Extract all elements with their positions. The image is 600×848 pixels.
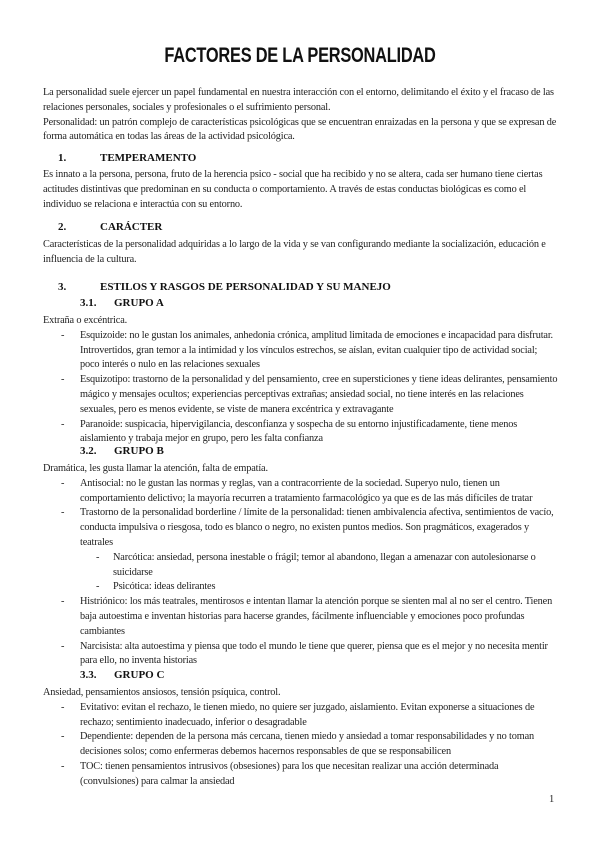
list-item: - Narcisista: alta autoestima y piensa que todo el mundo le tiene que querer, piensa que es el mejor y no necesita mentir para ello, no inventa historias [43, 640, 559, 670]
heading-number: 1. [58, 152, 67, 164]
heading-text: GRUPO A [114, 297, 164, 309]
group-intro: Ansiedad, pensamientos ansiosos, tensión psíquica, control. [43, 687, 281, 698]
list-item: - Antisocial: no le gustan las normas y reglas, van a contracorriente de la sociedad. Superyo nulo, tienen un comportamiento delictivo; la mayoría recurren a tratamiento farmacológico ya que es de las más difíciles de tratar [43, 477, 559, 507]
list-item: - Paranoide: suspicacia, hipervigilancia, desconfianza y sospecha de su entorno injustificadamente, tiene menos aislamiento y trabaja mejor en grupo, pero les falta confianza [43, 418, 559, 448]
heading-number: 3. [58, 281, 67, 293]
intro [43, 86, 559, 145]
nested-list-item: - Narcótica: ansiedad, persona inestable o frágil; temor al abandono, llegan a amenazar con autolesionarse o suicidarse [80, 551, 559, 581]
temperamento-body: Es innato a la persona, persona, fruto de la herencia psico - social que ha recibido y no se altera, cada ser humano tiene ciertas actitudes distintivas que predominan en su conducta o comportamiento. A través de estas conductas biológicas es como el individuo se relaciona e interactúa con su entorno. [43, 169, 543, 210]
heading-estilos [58, 281, 391, 293]
grupo-a-list [43, 329, 559, 447]
heading-temperamento [58, 152, 196, 164]
intro-paragraph: Personalidad: un patrón complejo de características psicológicas que se encuentran enraizadas en la persona y que se expresan de forma automática en todas las áreas de la actividad psicológica. [43, 116, 557, 143]
nested-list-item: - Psicótica: ideas delirantes [80, 580, 559, 595]
grupo-b-list [43, 477, 559, 669]
grupo-c-content [43, 686, 559, 790]
list-item: - Dependiente: dependen de la persona más cercana, tienen miedo y ansiedad a tomar responsabilidades y no toman decisiones solos; como enfermeras debemos hacernos responsables de que se responsabilicen [43, 730, 559, 760]
list-item-text: Trastorno de la personalidad borderline / límite de la personalidad: tienen ambivalencia afectiva, sentimientos de vacío, conducta impulsiva o riesgosa, todo es blanco o negro, no existen puntos medios. Son pragmáticos, exagerados y teatrales [80, 507, 554, 548]
heading-text: GRUPO C [114, 669, 165, 681]
list-item: - Esquizotipo: trastorno de la personalidad y del pensamiento, cree en supersticiones y tiene ideas delirantes, pensamiento mágico y mensajes ocultos; experiencias perceptivas extrañas; ansiedad social, no tiene interés en las relaciones sexuales, pero es menos evidente, se viste de manera excéntrica y extravagante [43, 373, 559, 417]
heading-grupo-c [80, 669, 164, 681]
list-item [43, 506, 559, 595]
intro-paragraph: La personalidad suele ejercer un papel fundamental en nuestra interacción con el entorno, delimitando el éxito y el fracaso de las relaciones personales, sociales y profesionales o el sufrimiento personal. [43, 87, 554, 113]
grupo-b-content [43, 462, 559, 669]
group-intro: Dramática, les gusta llamar la atención, falta de empatía. [43, 463, 268, 474]
heading-number: 3.2. [80, 445, 97, 457]
heading-text: ESTILOS Y RASGOS DE PERSONALIDAD Y SU MANEJO [100, 281, 391, 293]
list-item: - Evitativo: evitan el rechazo, le tienen miedo, no quiere ser juzgado, aislamiento. Evitan exponerse a situaciones de rechazo; sentimiento inadecuado, inferior o desagradable [43, 701, 559, 731]
heading-grupo-a [80, 297, 164, 309]
heading-number: 3.3. [80, 669, 97, 681]
page-title: FACTORES DE LA PERSONALIDAD [164, 44, 436, 67]
grupo-c-list [43, 701, 559, 790]
heading-text: CARÁCTER [100, 221, 163, 233]
list-item: - Esquizoide: no le gustan los animales, anhedonia crónica, amplitud limitada de emociones e incapacidad para disfrutar. Introvertidos, gran temor a la intimidad y los vínculos estrechos, se aíslan, evitan cualquier tipo de actividad social; poco interés o nulo en las relaciones sexuales [43, 329, 559, 373]
heading-number: 3.1. [80, 297, 97, 309]
nested-list [80, 551, 559, 595]
grupo-a-content [43, 314, 559, 447]
heading-grupo-b [80, 445, 164, 457]
list-item: - TOC: tienen pensamientos intrusivos (obsesiones) para los que necesitan realizar una acción determinada (convulsiones) para calmar la ansiedad [43, 760, 559, 790]
heading-caracter [58, 221, 162, 233]
page-number: 1 [549, 794, 555, 805]
heading-text: TEMPERAMENTO [100, 152, 197, 164]
group-intro: Extraña o excéntrica. [43, 315, 128, 326]
list-item: - Histriónico: los más teatrales, mentirosos e intentan llamar la atención porque se sienten mal al no ser el centro. Tienen baja autoestima e inventan historias para hacerse grandes, fácilmente influenciable y emociones poco profundas cambiantes [43, 595, 559, 639]
heading-number: 2. [58, 221, 67, 233]
heading-text: GRUPO B [114, 445, 164, 457]
caracter-body: Características de la personalidad adquiridas a lo largo de la vida y se van configurando mediante la socialización, educación e influencia de la cultura. [43, 239, 546, 265]
